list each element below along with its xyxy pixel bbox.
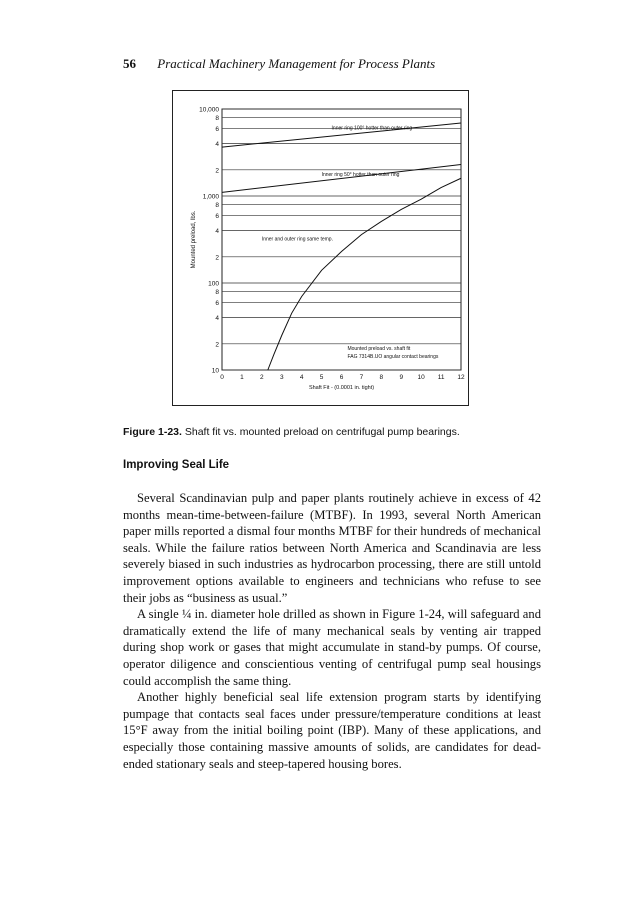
y-tick-label: 8	[215, 288, 219, 296]
running-title: Practical Machinery Management for Process Plants	[157, 56, 436, 71]
x-tick-label: 6	[339, 374, 344, 381]
shaft-fit-preload-chart	[173, 91, 470, 407]
page-number: 56	[123, 56, 136, 71]
y-tick-label: 10,000	[199, 106, 219, 114]
x-tick-label: 11	[437, 374, 445, 381]
x-tick-label: 10	[417, 374, 425, 381]
y-tick-label: 6	[215, 125, 219, 133]
y-tick-label: 4	[215, 141, 219, 149]
chart-annotation: Inner ring 100° hotter than outer ring	[331, 125, 413, 132]
y-tick-label: 100	[208, 280, 219, 288]
x-tick-label: 1	[240, 374, 244, 381]
running-header	[123, 56, 543, 72]
x-tick-label: 0	[220, 374, 224, 381]
y-tick-label: 2	[215, 167, 219, 175]
paragraph-2: A single ¼ in. diameter hole drilled as shown in Figure 1-24, will safeguard and dramatically extend the life of many mechanical seals by venting air trapped during shop work or gases that might accumulate in stand-by pumps. Of course, operator diligence and conscientious venting of centrifugal pump seal housings could accomplish the same thing.	[123, 607, 541, 688]
chart-annotation: Inner and outer ring same temp.	[261, 236, 333, 243]
y-tick-label: 1,000	[202, 193, 219, 201]
series-line	[222, 165, 461, 193]
chart-annotation: FAG 7314B.UO angular contact bearings	[347, 353, 439, 360]
y-tick-label: 6	[215, 299, 219, 307]
y-tick-label: 6	[215, 212, 219, 220]
y-tick-label: 2	[215, 341, 219, 349]
chart-annotation: Mounted preload vs. shaft fit	[347, 345, 411, 352]
figure-caption-text: Shaft fit vs. mounted preload on centrifugal pump bearings.	[184, 426, 460, 438]
body-text	[123, 490, 541, 782]
plot-area	[222, 109, 461, 370]
paragraph-3: Another highly beneficial seal life extension program starts by identifying pumpage that contacts seal faces under pressure/temperature conditions at least 15°F away from the initial boiling point (IBP). Many of these applications, and especially those containing massive amounts of solids, are candidates for dead-ended stationary seals and steep-tapered housing bores.	[123, 690, 541, 771]
x-tick-label: 7	[359, 374, 364, 381]
y-tick-label: 4	[215, 228, 219, 236]
chart-annotation: Inner ring 50° hotter than outer ring	[321, 171, 400, 178]
paragraph-1: Several Scandinavian pulp and paper plants routinely achieve in excess of 42 months mean-time-between-failure (MTBF). In 1993, several North American paper mills reported a dismal four months MTBF for their hundreds of mechanical seals. While the failure ratios between North America and Scandinavia are less severely biased in such industries as hydrocarbon processing, there are still untold improvement options available to engineers and technicians who refuse to see their jobs as “business as usual.”	[123, 491, 541, 605]
x-tick-label: 4	[299, 374, 304, 381]
x-tick-label: 8	[379, 374, 384, 381]
y-axis-label: Mounted preload, lbs.	[191, 210, 197, 269]
y-tick-label: 2	[215, 254, 219, 262]
figure-caption	[123, 426, 523, 438]
y-tick-label: 4	[215, 315, 219, 323]
figure-frame	[172, 90, 469, 406]
y-tick-label: 10	[211, 367, 219, 375]
x-tick-label: 12	[457, 374, 465, 381]
section-heading: Improving Seal Life	[123, 459, 230, 471]
x-tick-label: 3	[279, 374, 284, 381]
x-axis-label: Shaft Fit - (0.0001 in. tight)	[308, 385, 375, 391]
x-tick-label: 5	[319, 374, 324, 381]
y-tick-label: 8	[215, 114, 219, 122]
x-tick-label: 9	[399, 374, 404, 381]
x-tick-label: 2	[260, 374, 264, 381]
series-line	[268, 178, 461, 370]
y-tick-label: 8	[215, 201, 219, 209]
figure-label: Figure 1-23.	[123, 426, 182, 438]
